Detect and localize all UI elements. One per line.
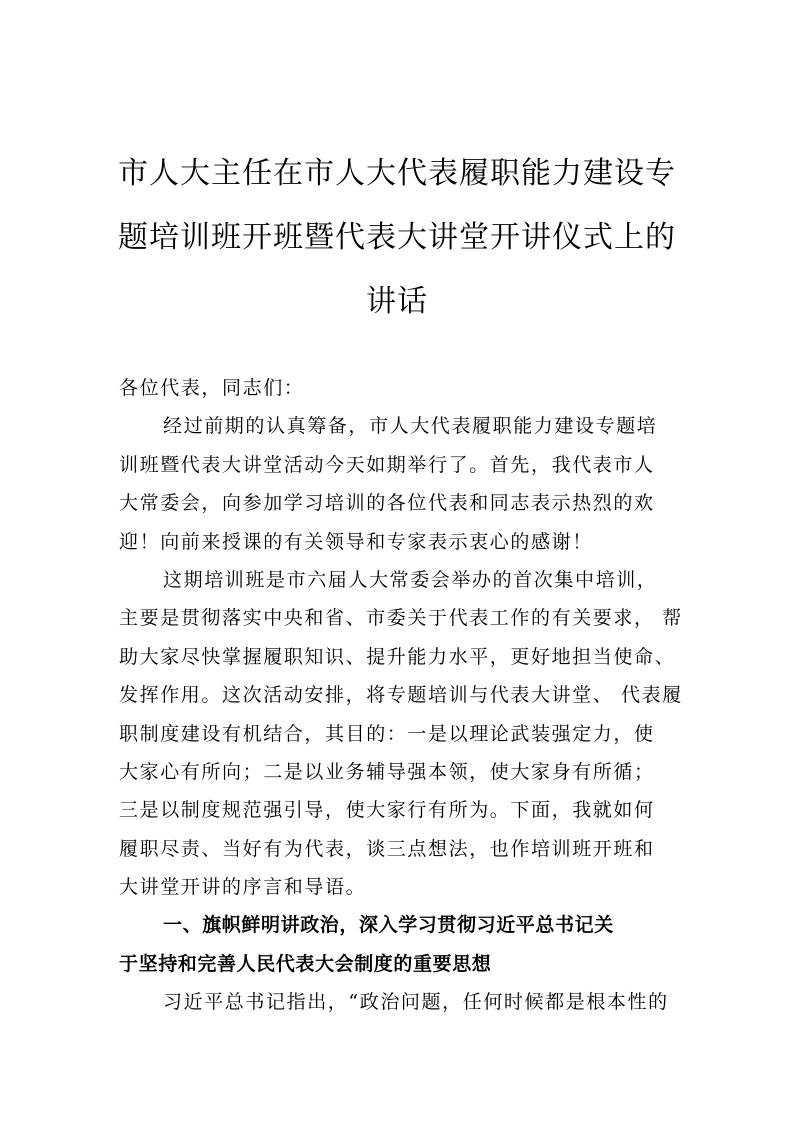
paragraph-line: 习近平总书记指出，“政治问题，任何时候都是根本性的 [163, 991, 669, 1014]
paragraph-opening [119, 407, 689, 561]
paragraph-line: 职制度建设有机结合，其目的：一是以理论武装强定力，使 [119, 722, 655, 745]
paragraph-line: 大讲堂开讲的序言和导语。 [119, 876, 367, 899]
title-line: 题培训班开班暨代表大讲堂开讲仪式上的 [118, 220, 676, 255]
section-heading-1 [119, 906, 689, 983]
heading-line: 于坚持和完善人民代表大会制度的重要思想 [119, 952, 492, 975]
document-body [119, 369, 689, 1022]
paragraph-purpose [119, 561, 689, 907]
paragraph-line: 大常委会，向参加学习培训的各位代表和同志表示热烈的欢 [119, 492, 655, 515]
paragraph-line: 履职尽责、当好有为代表，谈三点想法，也作培训班开班和 [119, 837, 655, 860]
paragraph-section-1 [119, 983, 689, 1021]
title-line: 讲话 [366, 284, 428, 319]
paragraph-line: 训班暨代表大讲堂活动今天如期举行了。首先，我代表市人 [119, 453, 655, 476]
document-title [100, 142, 694, 334]
paragraph-line: 发挥作用。这次活动安排，将专题培训与代表大讲堂、 代表履 [119, 684, 683, 707]
paragraph-line: 这期培训班是市六届人大常委会举办的首次集中培训， [163, 568, 658, 591]
paragraph-line: 迎！向前来授课的有关领导和专家表示衷心的感谢！ [119, 530, 593, 553]
paragraph-line: 主要是贯彻落实中央和省、市委关于代表工作的有关要求， 帮 [119, 607, 683, 630]
salutation: 各位代表，同志们： [119, 377, 305, 399]
paragraph-line: 助大家尽快掌握履职知识、提升能力水平，更好地担当使命、 [119, 645, 676, 668]
title-line: 市人大主任在市人大代表履职能力建设专 [118, 156, 676, 191]
paragraph-line: 大家心有所向；二是以业务辅导强本领，使大家身有所循； [119, 760, 655, 783]
paragraph-line: 经过前期的认真筹备，市人大代表履职能力建设专题培 [163, 415, 658, 438]
paragraph-line: 三是以制度规范强引导，使大家行有所为。下面，我就如何 [119, 799, 655, 822]
heading-line: 一、旗帜鲜明讲政治，深入学习贯彻习近平总书记关 [163, 914, 614, 937]
